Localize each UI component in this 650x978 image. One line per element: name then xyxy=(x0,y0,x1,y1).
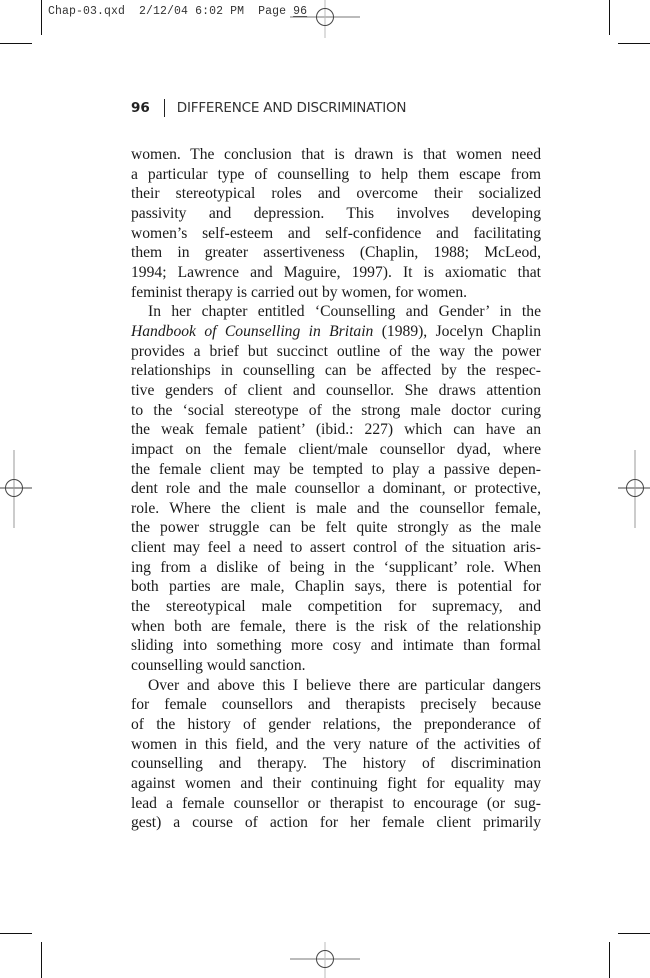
registration-mark-right-icon xyxy=(618,450,650,530)
text-line: 1994; Lawrence and Maguire, 1997). It is axiomatic that xyxy=(131,263,541,281)
crop-mark-top-left-horizontal xyxy=(0,43,32,44)
crop-mark-top-right-horizontal xyxy=(618,43,650,44)
text-line: both parties are male, Chaplin says, there is potential for xyxy=(131,578,541,596)
text-line: women in this field, and the very nature of the activities of xyxy=(131,735,541,753)
text-line: relationships in counselling can be affected by the respec- xyxy=(131,362,541,380)
text-line: them in greater assertiveness (Chaplin, 1988; McLeod, xyxy=(131,244,541,262)
text-line: the stereotypical male competition for supremacy, and xyxy=(131,598,541,616)
registration-mark-bottom-icon xyxy=(285,940,365,978)
text-line: the power struggle can be felt quite strongly as the male xyxy=(131,519,541,537)
slug-date: 2/12/04 xyxy=(139,5,189,18)
text-line: In her chapter entitled ‘Counselling and Gender’ in the xyxy=(148,303,541,321)
text-line: feminist therapy is carried out by women, for women. xyxy=(131,283,468,301)
slug-page-number: 96 xyxy=(293,5,308,18)
text-fragment: (1989), Jocelyn Chaplin xyxy=(381,322,541,340)
text-line: lead a female counsellor or therapist to encourage (or sug- xyxy=(131,794,541,812)
text-line: sliding into something more cosy and intimate than formal xyxy=(131,637,541,655)
text-line: women. The conclusion that is drawn is that women need xyxy=(131,146,541,163)
crop-mark-bottom-left-vertical xyxy=(41,942,42,978)
text-line: role. Where the client is male and the counsellor female, xyxy=(131,499,541,517)
printer-slug xyxy=(48,5,307,18)
text-line: their stereotypical roles and overcome their socialized xyxy=(131,185,541,203)
text-line: women’s self-esteem and self-confidence and facilitating xyxy=(131,224,541,242)
text-line: impact on the female client/male counsellor dyad, where xyxy=(131,440,541,458)
text-line: gest) a course of action for her female client primarily xyxy=(131,814,541,832)
text-line: of the history of gender relations, the preponderance of xyxy=(131,716,541,734)
crop-mark-top-right-vertical xyxy=(609,0,610,35)
text-line-with-title xyxy=(131,322,541,342)
paragraph-3 xyxy=(131,676,541,833)
crop-mark-bottom-right-vertical xyxy=(609,942,610,978)
paragraph-1 xyxy=(131,145,541,302)
body-text xyxy=(131,145,541,833)
text-line: the female client may be tempted to play a passive depen- xyxy=(131,460,541,478)
text-line: against women and their continuing fight for equality may xyxy=(131,775,541,792)
running-head xyxy=(131,99,406,117)
text-line: dent role and the male counsellor a dominant, or protective, xyxy=(131,480,541,498)
registration-mark-left-icon xyxy=(0,450,34,530)
page-number: 96 xyxy=(131,100,150,116)
text-line: the weak female patient’ (ibid.: 227) which can have an xyxy=(131,421,541,439)
book-title: Handbook of Counselling in Britain xyxy=(131,322,374,340)
text-line: counselling and therapy. The history of discrimination xyxy=(131,755,541,773)
text-line: counselling would sanction. xyxy=(131,657,306,675)
text-line: a particular type of counselling to help them escape from xyxy=(131,165,541,183)
chapter-title: DIFFERENCE AND DISCRIMINATION xyxy=(176,100,407,116)
crop-mark-bottom-right-horizontal xyxy=(618,933,650,934)
text-line: client may feel a need to assert control of the situation aris- xyxy=(131,539,541,557)
paragraph-2 xyxy=(131,302,541,675)
text-line: ing from a dislike of being in the ‘supplicant’ role. When xyxy=(131,558,541,576)
text-line: to the ‘social stereotype of the strong male doctor curing xyxy=(131,401,541,419)
slug-time: 6:02 PM xyxy=(195,5,245,18)
running-head-divider xyxy=(164,99,165,117)
text-line: Over and above this I believe there are particular dangers xyxy=(148,676,541,694)
text-line: passivity and depression. This involves developing xyxy=(131,204,541,222)
crop-mark-top-left-vertical xyxy=(41,0,42,35)
text-line: for female counsellors and therapists precisely because xyxy=(131,696,541,714)
registration-mark-top-icon xyxy=(285,0,365,40)
text-line: when both are female, there is the risk of the relationship xyxy=(131,617,541,635)
slug-page-label: Page xyxy=(258,5,287,18)
crop-mark-bottom-left-horizontal xyxy=(0,933,32,934)
slug-file: Chap-03.qxd xyxy=(48,5,126,18)
text-line: tive genders of client and counsellor. She draws attention xyxy=(131,381,541,399)
text-line: provides a brief but succinct outline of the way the power xyxy=(131,342,541,360)
